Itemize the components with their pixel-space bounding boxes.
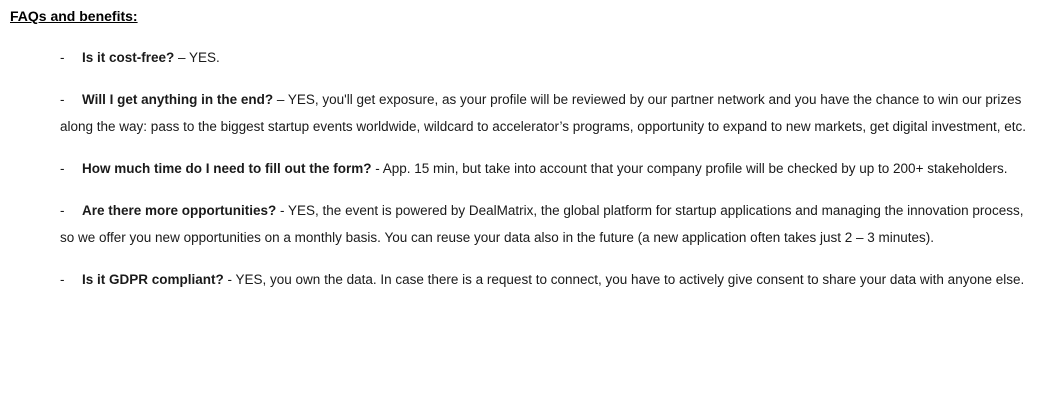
faq-answer: – YES, you'll get exposure, as your profile will be reviewed by our partner network and you have the chance to win our prizes along the way: pass to the biggest startup events worldwide, wildcard to accelerator’s programs, opportunity to expand to new markets, get digital investment, etc.: [60, 92, 1027, 134]
bullet-dash: -: [60, 161, 65, 176]
bullet-dash: -: [60, 50, 65, 65]
faq-question: Will I get anything in the end?: [82, 92, 274, 107]
faq-list: [10, 44, 1035, 293]
bullet-dash: -: [60, 203, 65, 218]
faq-question: How much time do I need to fill out the form?: [82, 161, 372, 176]
faq-answer: - YES, the event is powered by DealMatrix, the global platform for startup applications and managing the innovation process, so we offer you new opportunities on a monthly basis. You can reuse your data also in the future (a new application often takes just 2 – 3 minutes).: [60, 203, 1024, 245]
faq-answer: - App. 15 min, but take into account that your company profile will be checked by up to 200+ stakeholders.: [371, 161, 1008, 176]
faq-answer: – YES.: [174, 50, 220, 65]
faq-answer: - YES, you own the data. In case there is a request to connect, you have to actively give consent to share your data with anyone else.: [223, 272, 1025, 287]
faq-question: Is it cost-free?: [82, 50, 175, 65]
faq-item: [60, 44, 1035, 71]
faq-item: [60, 155, 1035, 182]
faq-item: [60, 266, 1035, 293]
faq-question: Is it GDPR compliant?: [82, 272, 224, 287]
bullet-dash: -: [60, 272, 65, 287]
bullet-dash: -: [60, 92, 65, 107]
faq-item: [60, 197, 1035, 251]
faq-item: [60, 86, 1035, 140]
faq-question: Are there more opportunities?: [82, 203, 277, 218]
page-title: FAQs and benefits:: [10, 8, 138, 24]
